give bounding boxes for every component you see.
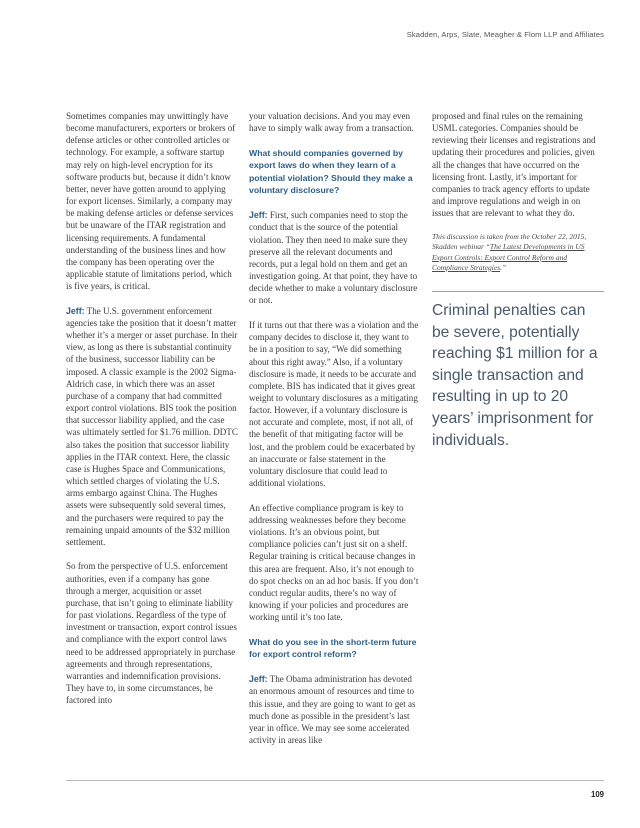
text-column-1 — [66, 110, 238, 719]
answer-text: The U.S. government enforcement agencies take the position that it doesn’t matter whether it’s a merger or asset purchase. In their view, as long as there is substantial continuity of the business, successor liability can be imposed. A classic example is the 2002 Sigma-Aldrich case, in which there was an asset purchase of a company that had committed export control violations. BIS took the position that successor liability applied, and the case was ultimately settled for $1.76 million. DDTC also takes the position that successor liability applies in the ITAR context. Here, the classic case is Hughes Space and Communications, which settled charges of violating the U.S. arms embargo against China. The Hughes assets were subsequently sold several times, and the purchasers were required to pay the remaining unpaid amounts of the $32 million settlement. — [66, 305, 238, 547]
paragraph: An effective compliance program is key to addressing weaknesses before they become violations. It’s an obvious point, but compliance policies can’t just sit on a shelf. Regular training is critical because changes in this area are frequent. Also, it’s not enough to do spot checks on an ad hoc basis. If you don’t conduct regular audits, there’s no way of knowing if your policies and procedures are working until it’s too late. — [249, 502, 419, 623]
text-column-2 — [249, 110, 419, 759]
pullquote-divider — [432, 291, 604, 292]
source-note-prefix: This discussion is taken from the October 22, 2015, Skadden webinar “ — [432, 231, 587, 252]
paragraph: If it turns out that there was a violation and the company decides to disclose it, they want to be in a position to say, “We did something about this right away.” Also, if a voluntary disclosure is made, it needs to be accurate and complete. BIS has indicated that it gives great weight to voluntary disclosures as a mitigating factor. However, if a voluntary disclosure is not accurate and complete, most, if not all, of the benefit of that mitigating factor will be lost, and the problem could be exacerbated by an inaccurate or false statement in the voluntary disclosure that could lead to additional violations. — [249, 320, 419, 489]
answer-text: First, such companies need to stop the conduct that is the source of the potential violation. They then need to make sure they preserve all the relevant documents and records, put a legal hold on them and get an investigation going. At that point, they have to decide whether to make a voluntary disclosure or not. — [249, 210, 418, 306]
paragraph — [66, 305, 238, 548]
paragraph: proposed and final rules on the remaining USML categories. Companies should be reviewing their licenses and registrations and updating their procedures and policies, given all the changes that have occurred on the licensing front. Lastly, it’s important for companies to track agency efforts to update and improve regulations and weigh in on issues that are relevant to what they do. — [432, 111, 596, 219]
text-column-3 — [432, 110, 604, 286]
interview-question: What do you see in the short-term future for export control reform? — [249, 636, 417, 660]
footer-divider — [66, 780, 604, 781]
paragraph: So from the perspective of U.S. enforcement authorities, even if a company has gone through a merger, acquisition or asset purchase, that isn’t going to eliminate liability for past violations. Regardless of the type of investment or transaction, export control issues and compliance with the export control laws need to be addressed appropriately in purchase agreements and through representations, warranties and indemnification provisions. They have to, in some circumstances, be factored into — [66, 561, 237, 706]
interview-question: What should companies governed by export laws do when they learn of a potential violation? Should they make a voluntary disclosure? — [249, 147, 413, 196]
speaker-label: Jeff: — [249, 210, 268, 221]
firm-header: Skadden, Arps, Slate, Meagher & Flom LLP and Affiliates — [406, 30, 604, 39]
speaker-label: Jeff: — [66, 305, 85, 316]
source-note-suffix: .” — [500, 262, 507, 272]
answer-text: The Obama administration has devoted an enormous amount of resources and time to this issue, and they are going to want to get as much done as possible in the president’s last year in office. We may see some accelerated activity in areas like — [249, 674, 416, 746]
source-note — [432, 232, 604, 273]
page-number: 109 — [590, 790, 604, 799]
paragraph — [249, 209, 419, 306]
webinar-link[interactable]: The Latest Developments in US Export Controls: Export Control Reform and Compliance Strategies — [432, 242, 585, 272]
paragraph: your valuation decisions. And you may even have to simply walk away from a transaction. — [249, 111, 414, 134]
pull-quote: Criminal penalties can be severe, potentially reaching $1 million for a single transaction and resulting in up to 20 years’ imprisonment for individuals. — [432, 302, 598, 449]
paragraph: Sometimes companies may unwittingly have become manufacturers, exporters or brokers of defense articles or other controlled articles or technology. For example, a software startup may rely on high-level encryption for its software products but, because it didn’t know better, never have gotten around to applying for export licenses. Similarly, a company may be making defense articles or defense services but be unaware of the ITAR registration and licensing requirements. A fundamental understanding of the business lines and how the company has been operating over the applicable statute of limitations period, which is five years, is critical. — [66, 111, 236, 292]
paragraph — [249, 673, 419, 746]
speaker-label: Jeff: — [249, 674, 268, 685]
